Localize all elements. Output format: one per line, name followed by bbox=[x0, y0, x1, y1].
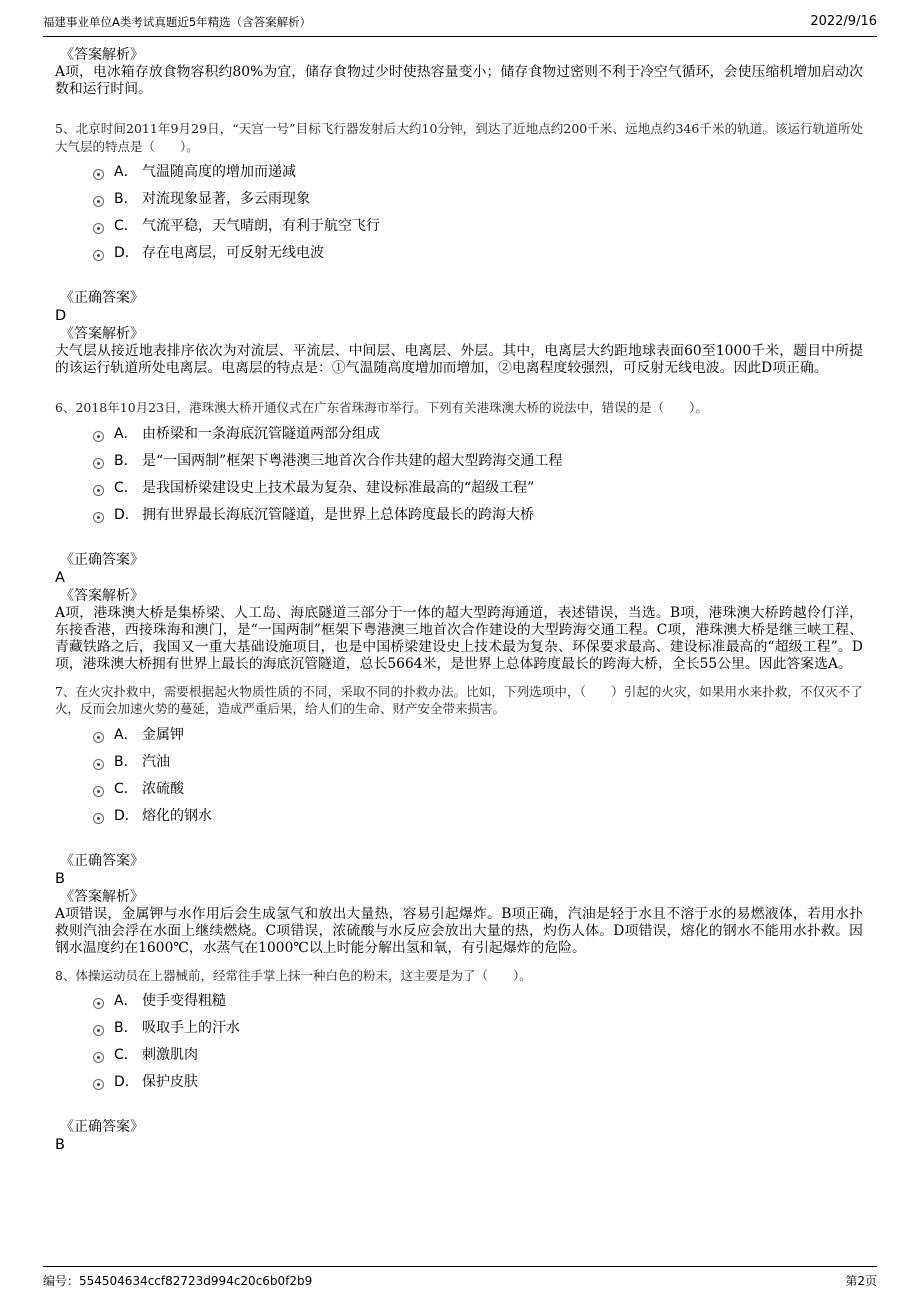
option-b[interactable] bbox=[93, 1015, 863, 1042]
radio-icon[interactable] bbox=[93, 458, 104, 469]
option-text: 熔化的钢水 bbox=[142, 807, 212, 824]
option-letter: B． bbox=[114, 452, 138, 469]
option-text: 是我国桥梁建设史上技术最为复杂、建设标准最高的“超级工程” bbox=[142, 479, 535, 496]
radio-icon[interactable] bbox=[93, 1052, 104, 1063]
option-b[interactable] bbox=[93, 448, 863, 475]
radio-icon[interactable] bbox=[93, 169, 104, 180]
option-d[interactable] bbox=[93, 502, 863, 529]
page-content bbox=[55, 46, 863, 1154]
radio-icon[interactable] bbox=[93, 485, 104, 496]
option-letter: C． bbox=[114, 479, 138, 496]
page-footer bbox=[43, 1266, 877, 1291]
radio-icon[interactable] bbox=[93, 813, 104, 824]
option-a[interactable] bbox=[93, 421, 863, 448]
option-text: 浓硫酸 bbox=[142, 780, 184, 797]
option-text: 存在电离层，可反射无线电波 bbox=[142, 245, 324, 261]
option-letter: A． bbox=[114, 726, 138, 743]
radio-icon[interactable] bbox=[93, 512, 104, 523]
option-letter: C． bbox=[114, 218, 138, 234]
correct-answer: A bbox=[55, 569, 65, 586]
radio-icon[interactable] bbox=[93, 732, 104, 743]
question-text: 7、在火灾扑救中，需要根据起火物质性质的不同，采取不同的扑救办法。比如，下列选项中，（ ）引起的火灾，如果用水来扑救，不仅灭不了火，反而会加速火势的蔓延，造成严重后果，给人们的生命、财产安全带来损害。 bbox=[55, 683, 863, 716]
answer-label: 《正确答案》 bbox=[60, 1119, 144, 1135]
prev-analysis-block bbox=[55, 46, 863, 98]
question-text: 8、体操运动员在上器械前，经常往手掌上抹一种白色的粉末，这主要是为了（ ）。 bbox=[55, 967, 532, 983]
page-header bbox=[43, 14, 877, 37]
analysis-label: 《答案解析》 bbox=[60, 587, 144, 604]
option-c[interactable] bbox=[93, 213, 863, 240]
option-text: 对流现象显著，多云雨现象 bbox=[142, 191, 310, 207]
option-letter: D． bbox=[114, 506, 139, 523]
radio-icon[interactable] bbox=[93, 250, 104, 261]
option-text: 气温随高度的增加而递减 bbox=[142, 164, 296, 180]
option-c[interactable] bbox=[93, 1042, 863, 1069]
analysis-text: 大气层从接近地表排序依次为对流层、平流层、中间层、电离层、外层。其中，电离层大约距地球表面60至1000千米，题目中所提的该运行轨道所处电离层。电离层的特点是：①气温随高度增加而增加，②电离程度较强烈，可反射无线电波。因此D项正确。 bbox=[55, 343, 863, 376]
option-a[interactable] bbox=[93, 159, 863, 186]
option-b[interactable] bbox=[93, 186, 863, 213]
option-text: 吸取手上的汗水 bbox=[142, 1020, 240, 1036]
option-letter: A． bbox=[114, 425, 138, 442]
option-letter: B． bbox=[114, 1020, 138, 1036]
radio-icon[interactable] bbox=[93, 1079, 104, 1090]
option-text: 刺激肌肉 bbox=[142, 1047, 198, 1063]
option-d[interactable] bbox=[93, 240, 863, 267]
option-letter: A． bbox=[114, 164, 138, 180]
option-a[interactable] bbox=[93, 722, 863, 749]
option-text: 是“一国两制”框架下粤港澳三地首次合作共建的超大型跨海交通工程 bbox=[142, 452, 563, 469]
option-a[interactable] bbox=[93, 988, 863, 1015]
option-text: 气流平稳，天气晴朗，有利于航空飞行 bbox=[142, 218, 380, 234]
option-list bbox=[93, 722, 863, 830]
analysis-text: A项错误，金属钾与水作用后会生成氢气和放出大量热，容易引起爆炸。B项正确，汽油是轻于水且不溶于水的易燃液体，若用水扑救则汽油会浮在水面上继续燃烧。C项错误，浓硫酸与水反应会放出大量的热，灼伤人体。D项错误，熔化的钢水不能用水扑救。因钢水温度约在1600℃，水蒸气在1000℃以上时能分解出氢和氧，有引起爆炸的危险。 bbox=[55, 905, 863, 956]
analysis-text: A项，电冰箱存放食物容积约80%为宜，储存食物过少时使热容量变小；储存食物过密则不利于冷空气循环，会使压缩机增加启动次数和运行时间。 bbox=[55, 64, 863, 97]
radio-icon[interactable] bbox=[93, 998, 104, 1009]
radio-icon[interactable] bbox=[93, 431, 104, 442]
correct-answer: B bbox=[55, 870, 65, 887]
option-letter: B． bbox=[114, 191, 138, 207]
option-letter: B． bbox=[114, 753, 138, 770]
radio-icon[interactable] bbox=[93, 759, 104, 770]
question-block-7 bbox=[55, 683, 863, 957]
option-text: 使手变得粗糙 bbox=[142, 993, 226, 1009]
option-text: 保护皮肤 bbox=[142, 1074, 198, 1090]
question-text: 5、北京时间2011年9月29日，“天宫一号”目标飞行器发射后大约10分钟，到达了近地点约200千米、远地点约346千米的轨道。该运行轨道所处大气层的特点是（ ）。 bbox=[55, 121, 863, 154]
option-text: 汽油 bbox=[142, 753, 170, 770]
option-b[interactable] bbox=[93, 749, 863, 776]
option-c[interactable] bbox=[93, 475, 863, 502]
option-letter: C． bbox=[114, 1047, 138, 1063]
document-title: 福建事业单位A类考试真题近5年精选（含答案解析） bbox=[43, 15, 312, 29]
document-code: 编号：554504634ccf82723d994c20c6b0f2b9 bbox=[43, 1274, 313, 1288]
page-number: 第2页 bbox=[845, 1274, 877, 1288]
option-c[interactable] bbox=[93, 776, 863, 803]
analysis-label: 《答案解析》 bbox=[60, 888, 144, 905]
option-letter: D． bbox=[114, 1074, 139, 1090]
correct-answer: B bbox=[55, 1137, 65, 1153]
option-list bbox=[93, 988, 863, 1096]
option-letter: D． bbox=[114, 245, 139, 261]
correct-answer: D bbox=[55, 308, 67, 324]
question-block-8 bbox=[55, 967, 863, 1155]
answer-label: 《正确答案》 bbox=[60, 290, 144, 306]
option-list bbox=[93, 421, 863, 529]
option-d[interactable] bbox=[93, 803, 863, 830]
question-text: 6、2018年10月23日，港珠澳大桥开通仪式在广东省珠海市举行。下列有关港珠澳大桥的说法中，错误的是（ ）。 bbox=[55, 400, 708, 415]
radio-icon[interactable] bbox=[93, 223, 104, 234]
radio-icon[interactable] bbox=[93, 1025, 104, 1036]
option-text: 拥有世界最长海底沉管隧道，是世界上总体跨度最长的跨海大桥 bbox=[142, 506, 534, 523]
radio-icon[interactable] bbox=[93, 196, 104, 207]
document-date: 2022/9/16 bbox=[810, 14, 877, 29]
radio-icon[interactable] bbox=[93, 786, 104, 797]
analysis-text: A项，港珠澳大桥是集桥梁、人工岛、海底隧道三部分于一体的超大型跨海通道，表述错误，当选。B项，港珠澳大桥跨越伶仃洋，东接香港，西接珠海和澳门，是“一国两制”框架下粤港澳三地首次合作建设的大型跨海交通工程。C项，港珠澳大桥是继三峡工程、青藏铁路之后，我国又一重大基础设施项目，也是中国桥梁建设史上技术最为复杂、环保要求最高、建设标准最高的“超级工程”。D项，港珠澳大桥拥有世界上最长的海底沉管隧道，总长5664米，是世界上总体跨度最长的跨海大桥，全长55公里。因此答案选A。 bbox=[55, 604, 863, 672]
option-list bbox=[93, 159, 863, 267]
analysis-label: 《答案解析》 bbox=[60, 47, 144, 63]
option-text: 金属钾 bbox=[142, 726, 184, 743]
question-block-5 bbox=[55, 120, 863, 377]
answer-label: 《正确答案》 bbox=[60, 852, 144, 869]
answer-label: 《正确答案》 bbox=[60, 551, 144, 568]
option-letter: A． bbox=[114, 993, 138, 1009]
question-block-6 bbox=[55, 399, 863, 673]
analysis-label: 《答案解析》 bbox=[60, 326, 144, 342]
option-letter: C． bbox=[114, 780, 138, 797]
option-text: 由桥梁和一条海底沉管隧道两部分组成 bbox=[142, 425, 380, 442]
option-d[interactable] bbox=[93, 1069, 863, 1096]
option-letter: D． bbox=[114, 807, 139, 824]
